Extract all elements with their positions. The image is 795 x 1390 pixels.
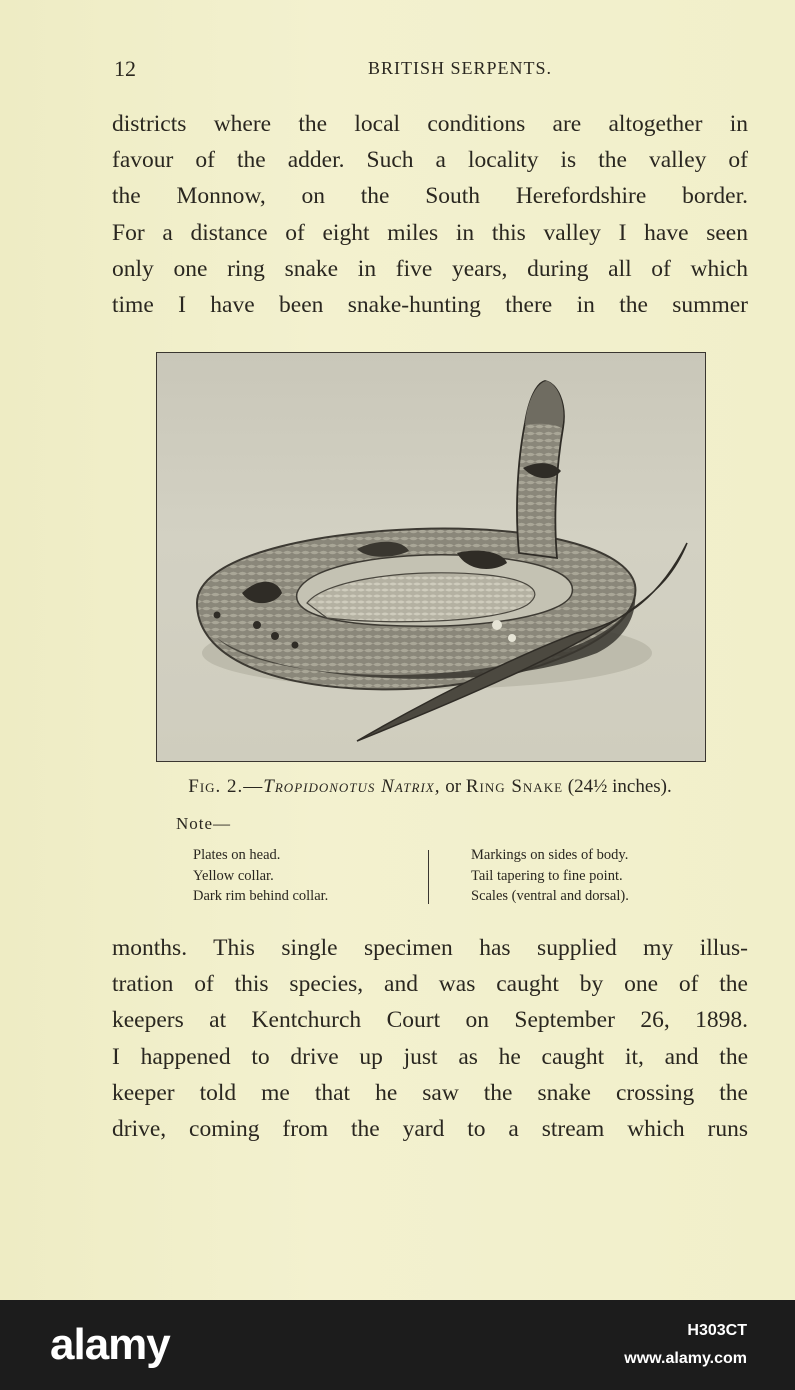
note-item: Dark rim behind collar. — [193, 888, 329, 904]
note-item: Tail tapering to fine point. — [471, 867, 623, 884]
stock-photo-bar — [0, 1300, 795, 1390]
text-line: the Monnow, on the South Herefordshire border. — [112, 183, 748, 210]
snake-photograph — [156, 352, 706, 762]
running-title: BRITISH SERPENTS. — [367, 58, 553, 78]
running-head — [114, 56, 746, 86]
text-line: favour of the adder. Such a locality is the valley of — [112, 147, 748, 174]
text-line: districts where the local conditions are altogether in — [112, 111, 748, 137]
text-line: keepers at Kentchurch Court on September 26, 1898. — [112, 1007, 748, 1034]
text-line: keeper told me that he saw the snake crossing the — [112, 1079, 748, 1106]
caption-common-name: Ring Snake — [465, 776, 564, 797]
note-item: Scales (ventral and dorsal). — [471, 888, 629, 904]
stock-url[interactable]: www.alamy.com — [624, 1350, 747, 1367]
text-line: months. This single specimen has supplied my illus- — [112, 935, 748, 961]
caption-prefix: Fig. 2.— — [188, 776, 264, 797]
text-line: drive, coming from the yard to a stream which runs — [112, 1116, 748, 1143]
note-list-left — [193, 845, 328, 907]
paragraph-bottom — [112, 930, 748, 1147]
alamy-logo: alamy — [50, 1320, 170, 1369]
text-line: For a distance of eight miles in this valley I have seen — [112, 219, 748, 246]
note-item: Markings on sides of body. — [471, 847, 629, 863]
image-id: H303CT — [687, 1322, 747, 1339]
text-line: only one ring snake in five years, during all of which — [112, 255, 748, 282]
page-number: 12 — [114, 56, 136, 81]
text-line: I happened to drive up just as he caught it, and the — [112, 1043, 748, 1070]
text-line: tration of this species, and was caught by one of the — [112, 971, 748, 998]
caption-species: Tropidonotus Natrix, — [263, 776, 441, 797]
note-heading: Note— — [176, 814, 232, 833]
note-item: Plates on head. — [193, 847, 281, 863]
note-item: Yellow collar. — [193, 867, 274, 884]
paragraph-top — [112, 106, 748, 323]
note-list-right — [471, 845, 629, 907]
caption-or: or — [440, 776, 466, 797]
figure-caption — [140, 776, 720, 798]
text-line: time I have been snake-hunting there in the summer — [112, 292, 748, 319]
caption-size: (24½ inches). — [563, 776, 672, 797]
note-divider — [428, 850, 429, 904]
coiled-snake-illustration — [157, 353, 705, 761]
